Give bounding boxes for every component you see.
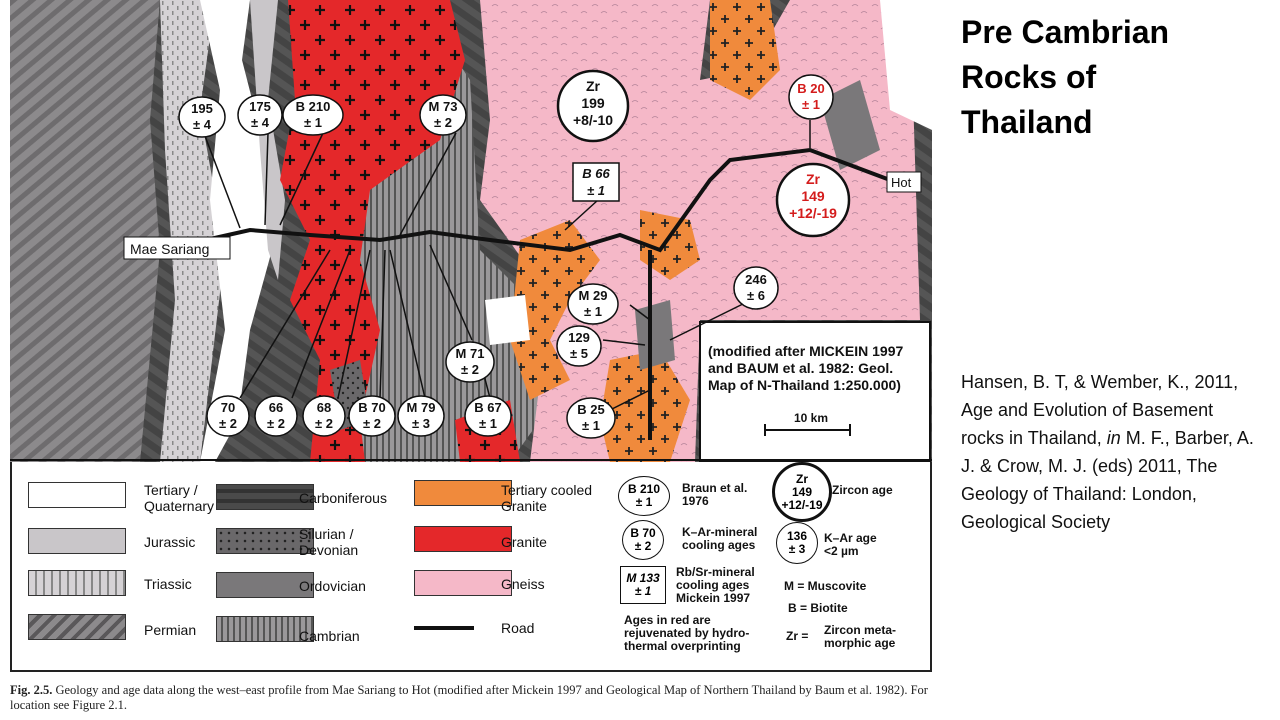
svg-text:+8/-10: +8/-10 bbox=[572, 112, 614, 128]
note-line-1: (modified after MICKEIN 1997 bbox=[708, 343, 904, 359]
age-label-70 bbox=[207, 396, 249, 436]
permian-area bbox=[10, 0, 160, 462]
caption-fig-number: Fig. 2.5. bbox=[10, 683, 53, 697]
svg-text:± 2: ± 2 bbox=[315, 416, 333, 431]
place-hot: Hot bbox=[891, 175, 912, 190]
svg-text:± 1: ± 1 bbox=[479, 416, 497, 431]
legend-label-granite: Granite bbox=[501, 534, 547, 550]
svg-text:68: 68 bbox=[316, 400, 332, 415]
legend-zr-key: Zr = bbox=[786, 629, 809, 643]
age-label-b25 bbox=[567, 398, 615, 438]
svg-text:± 6: ± 6 bbox=[747, 288, 765, 303]
reference-part-1: Hansen, B. T, & Wember, K., 2011, Age and Evolution of Basement rocks in Thailand, bbox=[961, 372, 1239, 448]
svg-text:B 25: B 25 bbox=[577, 402, 605, 417]
swatch-gneiss bbox=[414, 570, 512, 596]
legend-label-carboniferous: Carboniferous bbox=[299, 490, 387, 506]
svg-text:± 2: ± 2 bbox=[219, 416, 237, 431]
svg-text:± 1: ± 1 bbox=[304, 115, 322, 130]
reference-text bbox=[961, 368, 1261, 536]
age-label-b210 bbox=[283, 95, 343, 135]
figure-caption bbox=[10, 683, 940, 713]
legend-label-permian: Permian bbox=[144, 622, 197, 638]
svg-text:+12/-19: +12/-19 bbox=[789, 205, 837, 221]
place-mae-sariang: Mae Sariang bbox=[130, 241, 210, 257]
age-label-b20 bbox=[789, 75, 833, 119]
legend-kar-text: K–Ar-mineral cooling ages bbox=[682, 525, 758, 552]
svg-text:66: 66 bbox=[268, 400, 284, 415]
svg-text:± 2: ± 2 bbox=[363, 416, 381, 431]
svg-text:Zr: Zr bbox=[806, 171, 820, 187]
swatch-triassic bbox=[28, 570, 126, 596]
ordovician-area-2 bbox=[635, 300, 675, 370]
reference-in: in bbox=[1106, 428, 1121, 448]
geology-map bbox=[10, 0, 932, 462]
age-label-zr149 bbox=[777, 164, 849, 236]
svg-text:± 1: ± 1 bbox=[584, 304, 602, 319]
svg-text:± 2: ± 2 bbox=[434, 115, 452, 130]
swatch-jurassic bbox=[28, 528, 126, 554]
reference-part-2: M. F., Barber, A. J. & Crow, M. J. (eds) 2011, The Geology of Thailand: London, Geological Society bbox=[961, 428, 1254, 532]
swatch-permian bbox=[28, 614, 126, 640]
legend-red-note: Ages in red are rejuvenated by hydro- thermal overprinting bbox=[624, 613, 750, 653]
age-label-m79 bbox=[398, 396, 444, 436]
svg-text:± 1: ± 1 bbox=[582, 418, 600, 433]
legend-braun-text: Braun et al. 1976 bbox=[682, 481, 748, 508]
legend-label-jurassic: Jurassic bbox=[144, 534, 196, 550]
svg-text:175: 175 bbox=[249, 99, 271, 114]
svg-text:± 2: ± 2 bbox=[267, 416, 285, 431]
age-label-246 bbox=[734, 267, 778, 309]
svg-text:M 73: M 73 bbox=[428, 99, 458, 114]
svg-text:195: 195 bbox=[191, 101, 213, 116]
svg-text:129: 129 bbox=[568, 330, 590, 345]
svg-text:± 1: ± 1 bbox=[802, 97, 820, 112]
svg-text:B 66: B 66 bbox=[582, 166, 610, 181]
legend-label-triassic: Triassic bbox=[144, 576, 192, 592]
legend-label-tertiary: Tertiary / Quaternary bbox=[144, 482, 215, 514]
svg-text:± 2: ± 2 bbox=[461, 362, 479, 377]
legend-zircon-badge: Zr 149 +12/-19 bbox=[772, 462, 832, 522]
legend-rbsr-text: Rb/Sr-mineral cooling ages Mickein 1997 bbox=[676, 565, 755, 605]
svg-text:B 67: B 67 bbox=[474, 400, 502, 415]
svg-text:± 4: ± 4 bbox=[251, 115, 269, 130]
svg-text:B 210: B 210 bbox=[295, 99, 331, 114]
legend-b-key: B = Biotite bbox=[788, 601, 848, 615]
note-line-3: Map of N-Thailand 1:250.000) bbox=[708, 377, 901, 393]
legend-label-tertiary-granite: Tertiary cooled Granite bbox=[501, 482, 593, 514]
svg-text:199: 199 bbox=[581, 95, 605, 111]
svg-text:M 29: M 29 bbox=[578, 288, 608, 303]
svg-text:± 3: ± 3 bbox=[412, 416, 430, 431]
age-label-m71 bbox=[446, 342, 494, 382]
swatch-granite bbox=[414, 526, 512, 552]
swatch-tertiary-granite bbox=[414, 480, 512, 506]
age-label-b70 bbox=[349, 396, 395, 436]
legend-kar2-badge: 136 ± 3 bbox=[776, 522, 818, 564]
legend-zircon-text: Zircon age bbox=[832, 483, 893, 497]
svg-text:246: 246 bbox=[745, 272, 767, 287]
tertiary-patch bbox=[485, 295, 530, 345]
legend-braun-badge: B 210 ± 1 bbox=[618, 476, 670, 516]
legend-rbsr-badge: M 133 ± 1 bbox=[620, 566, 666, 604]
note-line-2: and BAUM et al. 1982: Geol. bbox=[708, 360, 894, 376]
svg-text:70: 70 bbox=[220, 400, 236, 415]
age-label-66 bbox=[255, 396, 297, 436]
age-label-129 bbox=[557, 326, 601, 366]
map-legend bbox=[10, 462, 932, 672]
legend-kar-badge: B 70 ± 2 bbox=[622, 520, 664, 560]
svg-text:B 20: B 20 bbox=[797, 81, 825, 96]
legend-kar2-text: K–Ar age <2 µm bbox=[824, 531, 877, 558]
legend-label-road: Road bbox=[501, 620, 535, 636]
age-label-m73 bbox=[420, 95, 466, 135]
age-label-b66 bbox=[573, 163, 619, 201]
svg-text:± 4: ± 4 bbox=[193, 117, 211, 132]
svg-text:± 1: ± 1 bbox=[587, 183, 605, 198]
age-label-175 bbox=[238, 95, 282, 135]
legend-label-cambrian: Cambrian bbox=[299, 628, 360, 644]
legend-label-gneiss: Gneiss bbox=[501, 576, 545, 592]
scale-label: 10 km bbox=[794, 411, 829, 425]
swatch-tertiary bbox=[28, 482, 126, 508]
age-label-68 bbox=[303, 396, 345, 436]
svg-text:Zr: Zr bbox=[586, 78, 600, 94]
svg-text:± 5: ± 5 bbox=[570, 346, 588, 361]
legend-label-silurian: Silurian / Devonian bbox=[299, 526, 359, 558]
swatch-road bbox=[414, 626, 474, 630]
age-label-m29 bbox=[568, 284, 618, 324]
legend-m-key: M = Muscovite bbox=[784, 579, 867, 593]
svg-text:M 71: M 71 bbox=[455, 346, 485, 361]
caption-text: Geology and age data along the west–east profile from Mae Sariang to Hot (modified after Mickein 1997 and Geological Map of Northern Thailand by Baum et al. 1982). For location see Figure 2.1. bbox=[10, 683, 928, 712]
svg-text:B 70: B 70 bbox=[358, 400, 386, 415]
svg-text:149: 149 bbox=[801, 188, 825, 204]
age-label-b67 bbox=[465, 396, 511, 436]
age-label-zr199 bbox=[558, 71, 628, 141]
legend-label-ordovician: Ordovician bbox=[299, 578, 366, 594]
svg-text:M 79: M 79 bbox=[406, 400, 436, 415]
age-label-195 bbox=[179, 97, 225, 137]
legend-zr-text: Zircon meta- morphic age bbox=[824, 623, 897, 650]
slide-title: Pre Cambrian Rocks of Thailand bbox=[961, 14, 1170, 140]
